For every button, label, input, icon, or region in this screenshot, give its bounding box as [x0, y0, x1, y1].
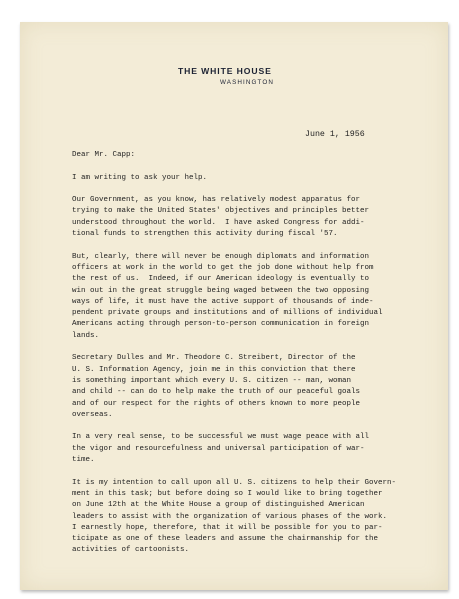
letterhead-title: THE WHITE HOUSE — [178, 66, 272, 76]
paragraph-3: But, clearly, there will never be enough diplomats and information officers at work in the world to get the job done without help from the rest of us. Indeed, if our American ideology is eventually to win out in the great struggle being waged between the two opposing ways of life, it must have the active support of thousands of inde- pendent private groups and institutions and of millions of individual Americans acting through person-to-person communication in foreign lands. — [72, 252, 383, 340]
paragraph-1: I am writing to ask your help. — [72, 173, 208, 182]
paragraph-2: Our Government, as you know, has relatively modest apparatus for trying to make the United States' objectives and principles better understood throughout the world. I have asked Congress for addi- tional funds to strengthen this activity during fiscal '57. — [72, 196, 370, 239]
letterhead-subtitle: WASHINGTON — [220, 79, 275, 86]
paragraph-4: Secretary Dulles and Mr. Theodore C. Streibert, Director of the U. S. Information Agency, join me in this conviction that there is something important which every U. S. citizen -- man, woman and child -- can do to help make the truth of our peaceful goals and of our respect for the rights of others known to more people overseas. — [72, 354, 361, 419]
letter-page — [20, 22, 448, 590]
letter-date: June 1, 1956 — [305, 130, 365, 139]
letter-body — [72, 150, 422, 568]
salutation: Dear Mr. Capp: — [72, 151, 136, 159]
paragraph-5: In a very real sense, to be successful we must wage peace with all the vigor and resourcefulness and universal participation of war- time. — [72, 433, 370, 465]
paragraph-6: It is my intention to call upon all U. S. citizens to help their Govern- ment in this task; but before doing so I would like to bring together on June 12th at the White House a group of distinguished American leaders to assist with the organization of various phases of the work. I earnestly hope, therefore, that it will be possible for you to par- ticipate as one of these leaders and assume the chairmanship for the activities of cartoonists. — [72, 478, 397, 555]
